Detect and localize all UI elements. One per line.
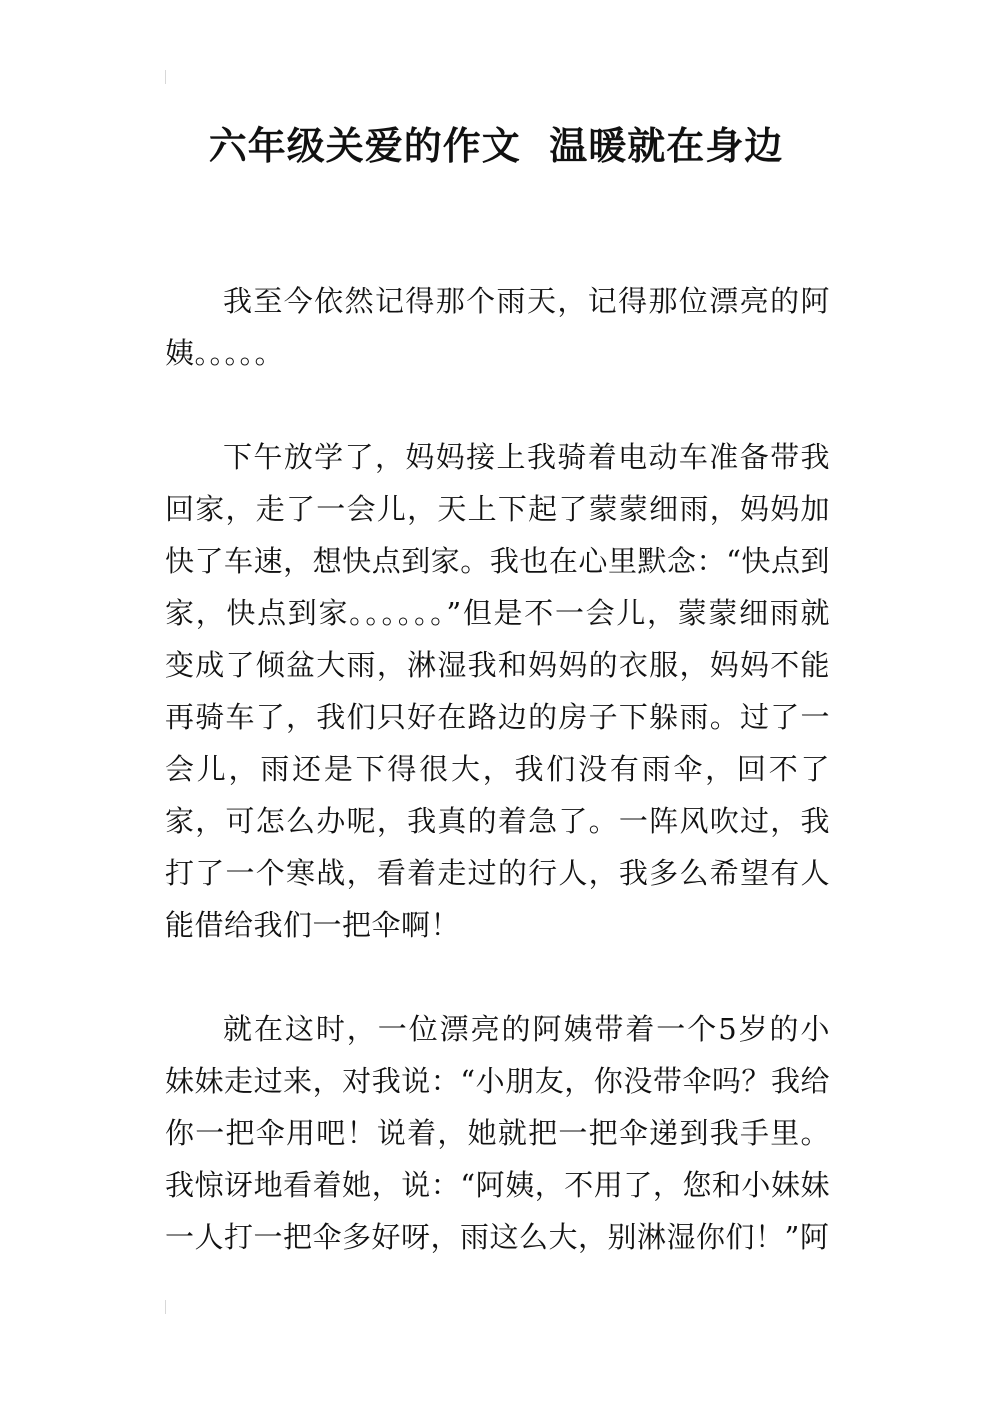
margin-mark-bottom <box>165 1300 166 1314</box>
document-body <box>165 275 830 1263</box>
paragraph-3: 就在这时，一位漂亮的阿姨带着一个5岁的小妹妹走过来，对我说：“小朋友，你没带伞吗？我给你一把伞用吧！说着，她就把一把伞递到我手里。我惊讶地看着她，说：“阿姨，不用了，您和小妹妹一人打一把伞多好呀，雨这么大，别淋湿你们！”阿 <box>165 1012 830 1254</box>
document-title: 六年级关爱的作文 温暖就在身边 <box>208 124 784 168</box>
paragraph-2: 下午放学了，妈妈接上我骑着电动车准备带我回家，走了一会儿，天上下起了蒙蒙细雨，妈妈加快了车速，想快点到家。我也在心里默念：“快点到家，快点到家。。。。。。”但是不一会儿，蒙蒙细雨就变成了倾盆大雨，淋湿我和妈妈的衣服，妈妈不能再骑车了，我们只好在路边的房子下躲雨。过了一会儿，雨还是下得很大，我们没有雨伞，回不了家，可怎么办呢，我真的着急了。一阵风吹过，我打了一个寒战，看着走过的行人，我多么希望有人能借给我们一把伞啊！ <box>165 440 830 942</box>
margin-mark-top <box>165 70 166 84</box>
paragraph-1: 我至今依然记得那个雨天，记得那位漂亮的阿姨。。。。。 <box>165 284 830 370</box>
